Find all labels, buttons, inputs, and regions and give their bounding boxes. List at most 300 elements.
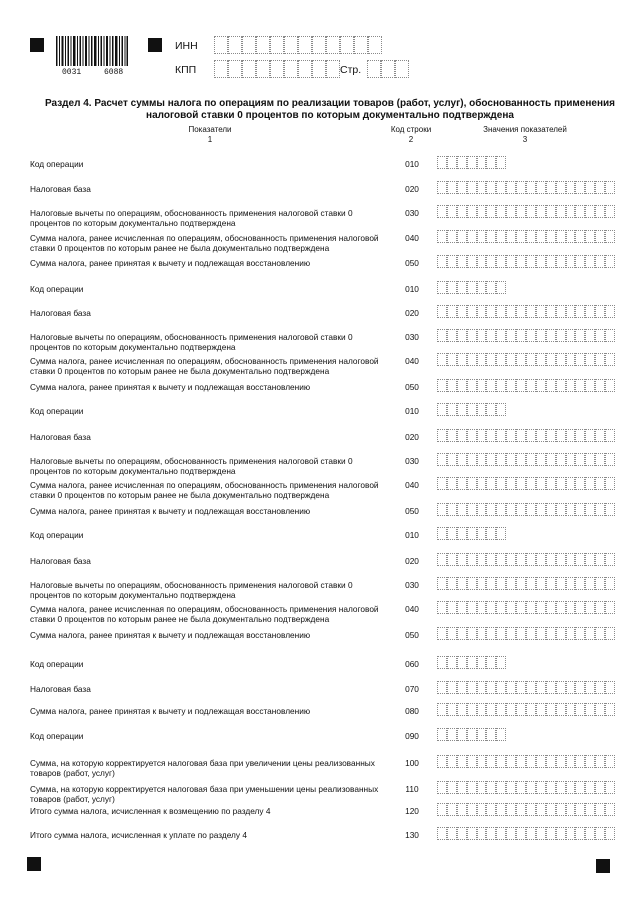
input-cell[interactable] [526,627,536,640]
input-cell[interactable] [546,755,556,768]
input-cell[interactable] [526,577,536,590]
input-cell[interactable] [447,703,457,716]
input-cell[interactable] [526,601,536,614]
input-cell[interactable] [496,156,506,169]
input-cell[interactable] [477,827,487,840]
input-cell[interactable] [575,329,585,342]
input-cell[interactable] [546,477,556,490]
input-cell[interactable] [457,601,467,614]
input-cell[interactable] [298,36,312,54]
input-cell[interactable] [242,36,256,54]
value-field[interactable] [437,503,615,516]
input-cell[interactable] [526,453,536,466]
input-cell[interactable] [457,156,467,169]
input-cell[interactable] [486,703,496,716]
value-field[interactable] [437,305,615,318]
input-cell[interactable] [467,827,477,840]
input-cell[interactable] [585,181,595,194]
input-cell[interactable] [546,255,556,268]
input-cell[interactable] [467,553,477,566]
input-cell[interactable] [546,353,556,366]
input-cell[interactable] [546,205,556,218]
input-cell[interactable] [575,230,585,243]
input-cell[interactable] [536,255,546,268]
input-cell[interactable] [546,429,556,442]
input-cell[interactable] [595,703,605,716]
input-cell[interactable] [467,755,477,768]
input-cell[interactable] [486,681,496,694]
input-cell[interactable] [526,181,536,194]
input-cell[interactable] [486,781,496,794]
input-cell[interactable] [496,503,506,516]
input-cell[interactable] [467,703,477,716]
input-cell[interactable] [457,681,467,694]
input-cell[interactable] [395,60,409,78]
input-cell[interactable] [556,781,566,794]
input-cell[interactable] [516,703,526,716]
input-cell[interactable] [585,205,595,218]
value-field[interactable] [437,453,615,466]
input-cell[interactable] [585,627,595,640]
input-cell[interactable] [516,553,526,566]
input-cell[interactable] [526,353,536,366]
input-cell[interactable] [575,181,585,194]
input-cell[interactable] [605,429,615,442]
input-cell[interactable] [536,553,546,566]
input-cell[interactable] [447,527,457,540]
input-cell[interactable] [526,429,536,442]
input-cell[interactable] [447,681,457,694]
input-cell[interactable] [536,703,546,716]
input-cell[interactable] [595,577,605,590]
input-cell[interactable] [284,60,298,78]
input-cell[interactable] [486,627,496,640]
input-cell[interactable] [516,353,526,366]
input-cell[interactable] [496,656,506,669]
input-cell[interactable] [496,230,506,243]
input-cell[interactable] [477,577,487,590]
input-cell[interactable] [585,453,595,466]
input-cell[interactable] [566,577,576,590]
input-cell[interactable] [486,230,496,243]
input-cell[interactable] [566,379,576,392]
input-cell[interactable] [585,255,595,268]
input-cell[interactable] [595,379,605,392]
input-cell[interactable] [477,703,487,716]
input-cell[interactable] [496,755,506,768]
input-cell[interactable] [447,553,457,566]
input-cell[interactable] [575,601,585,614]
input-cell[interactable] [556,553,566,566]
input-cell[interactable] [506,781,516,794]
input-cell[interactable] [575,627,585,640]
input-cell[interactable] [447,281,457,294]
input-cell[interactable] [516,681,526,694]
input-cell[interactable] [486,453,496,466]
input-cell[interactable] [477,755,487,768]
input-cell[interactable] [457,429,467,442]
input-cell[interactable] [526,205,536,218]
input-cell[interactable] [457,453,467,466]
input-cell[interactable] [437,181,447,194]
input-cell[interactable] [595,601,605,614]
input-cell[interactable] [605,627,615,640]
input-cell[interactable] [605,353,615,366]
input-cell[interactable] [546,577,556,590]
value-field[interactable] [437,803,615,816]
input-cell[interactable] [536,827,546,840]
input-cell[interactable] [437,281,447,294]
input-cell[interactable] [437,305,447,318]
input-cell[interactable] [595,681,605,694]
input-cell[interactable] [457,627,467,640]
input-cell[interactable] [477,453,487,466]
input-cell[interactable] [467,656,477,669]
input-cell[interactable] [605,230,615,243]
input-cell[interactable] [566,181,576,194]
input-cell[interactable] [447,803,457,816]
input-cell[interactable] [496,827,506,840]
input-cell[interactable] [566,453,576,466]
input-cell[interactable] [496,681,506,694]
input-cell[interactable] [546,601,556,614]
input-cell[interactable] [457,728,467,741]
input-cell[interactable] [566,329,576,342]
value-field[interactable] [437,553,615,566]
input-cell[interactable] [605,827,615,840]
input-cell[interactable] [496,403,506,416]
input-cell[interactable] [486,656,496,669]
input-cell[interactable] [546,553,556,566]
value-field[interactable] [437,627,615,640]
input-cell[interactable] [516,453,526,466]
input-cell[interactable] [437,827,447,840]
input-cell[interactable] [214,60,228,78]
input-cell[interactable] [486,755,496,768]
input-cell[interactable] [536,379,546,392]
input-cell[interactable] [536,205,546,218]
input-cell[interactable] [585,477,595,490]
input-cell[interactable] [575,477,585,490]
input-cell[interactable] [536,755,546,768]
input-cell[interactable] [605,503,615,516]
input-cell[interactable] [566,429,576,442]
input-cell[interactable] [437,403,447,416]
input-cell[interactable] [437,230,447,243]
input-cell[interactable] [536,329,546,342]
input-cell[interactable] [447,230,457,243]
input-cell[interactable] [486,429,496,442]
input-cell[interactable] [556,577,566,590]
input-cell[interactable] [605,453,615,466]
input-cell[interactable] [556,827,566,840]
input-cell[interactable] [496,281,506,294]
input-cell[interactable] [467,305,477,318]
input-cell[interactable] [486,379,496,392]
input-cell[interactable] [477,305,487,318]
input-cell[interactable] [486,803,496,816]
input-cell[interactable] [566,230,576,243]
input-cell[interactable] [437,703,447,716]
input-cell[interactable] [536,181,546,194]
input-cell[interactable] [467,627,477,640]
input-cell[interactable] [496,803,506,816]
input-cell[interactable] [437,453,447,466]
input-cell[interactable] [526,379,536,392]
input-cell[interactable] [496,527,506,540]
input-cell[interactable] [340,36,354,54]
input-cell[interactable] [536,781,546,794]
input-cell[interactable] [556,703,566,716]
input-cell[interactable] [516,827,526,840]
input-cell[interactable] [457,553,467,566]
input-cell[interactable] [496,577,506,590]
input-cell[interactable] [457,577,467,590]
input-cell[interactable] [437,503,447,516]
input-cell[interactable] [536,503,546,516]
input-cell[interactable] [447,305,457,318]
input-cell[interactable] [605,305,615,318]
input-cell[interactable] [467,728,477,741]
input-cell[interactable] [447,627,457,640]
input-cell[interactable] [437,728,447,741]
input-cell[interactable] [585,429,595,442]
input-cell[interactable] [496,477,506,490]
input-cell[interactable] [312,60,326,78]
input-cell[interactable] [516,755,526,768]
input-cell[interactable] [496,601,506,614]
input-cell[interactable] [546,827,556,840]
input-cell[interactable] [575,205,585,218]
input-cell[interactable] [556,305,566,318]
input-cell[interactable] [437,379,447,392]
value-field[interactable] [437,230,615,243]
input-cell[interactable] [447,755,457,768]
value-field[interactable] [437,781,615,794]
input-cell[interactable] [605,703,615,716]
operation-code-field[interactable] [437,403,506,416]
input-cell[interactable] [496,205,506,218]
input-cell[interactable] [477,728,487,741]
input-cell[interactable] [566,755,576,768]
input-cell[interactable] [477,379,487,392]
input-cell[interactable] [486,503,496,516]
input-cell[interactable] [546,305,556,318]
input-cell[interactable] [536,353,546,366]
input-cell[interactable] [575,681,585,694]
input-cell[interactable] [595,453,605,466]
input-cell[interactable] [556,329,566,342]
input-cell[interactable] [566,205,576,218]
input-cell[interactable] [447,181,457,194]
input-cell[interactable] [585,577,595,590]
input-cell[interactable] [447,329,457,342]
input-cell[interactable] [242,60,256,78]
input-cell[interactable] [312,36,326,54]
input-cell[interactable] [605,803,615,816]
input-cell[interactable] [496,305,506,318]
input-cell[interactable] [536,305,546,318]
input-cell[interactable] [447,353,457,366]
input-cell[interactable] [575,577,585,590]
input-cell[interactable] [516,255,526,268]
input-cell[interactable] [437,681,447,694]
input-cell[interactable] [605,755,615,768]
input-cell[interactable] [467,503,477,516]
input-cell[interactable] [575,453,585,466]
input-cell[interactable] [556,803,566,816]
input-cell[interactable] [506,477,516,490]
value-field[interactable] [437,181,615,194]
input-cell[interactable] [486,305,496,318]
input-cell[interactable] [595,305,605,318]
input-cell[interactable] [605,329,615,342]
input-cell[interactable] [605,181,615,194]
input-cell[interactable] [566,353,576,366]
input-cell[interactable] [214,36,228,54]
input-cell[interactable] [477,477,487,490]
input-cell[interactable] [256,36,270,54]
input-cell[interactable] [506,353,516,366]
input-cell[interactable] [566,477,576,490]
input-cell[interactable] [447,827,457,840]
input-cell[interactable] [595,429,605,442]
input-cell[interactable] [326,60,340,78]
input-cell[interactable] [486,281,496,294]
input-cell[interactable] [605,577,615,590]
input-cell[interactable] [566,601,576,614]
input-cell[interactable] [585,353,595,366]
input-cell[interactable] [556,453,566,466]
input-cell[interactable] [536,627,546,640]
input-cell[interactable] [437,255,447,268]
input-cell[interactable] [526,329,536,342]
input-cell[interactable] [566,503,576,516]
input-cell[interactable] [486,329,496,342]
input-cell[interactable] [437,553,447,566]
input-cell[interactable] [437,329,447,342]
input-cell[interactable] [556,503,566,516]
input-cell[interactable] [595,477,605,490]
input-cell[interactable] [536,681,546,694]
input-cell[interactable] [467,577,477,590]
input-cell[interactable] [526,503,536,516]
input-cell[interactable] [575,353,585,366]
input-cell[interactable] [516,781,526,794]
input-cell[interactable] [536,577,546,590]
input-cell[interactable] [585,703,595,716]
input-cell[interactable] [467,803,477,816]
input-cell[interactable] [566,703,576,716]
input-cell[interactable] [437,781,447,794]
input-cell[interactable] [457,379,467,392]
input-cell[interactable] [605,781,615,794]
input-cell[interactable] [477,656,487,669]
input-cell[interactable] [595,230,605,243]
input-cell[interactable] [496,379,506,392]
input-cell[interactable] [556,755,566,768]
input-cell[interactable] [477,553,487,566]
input-cell[interactable] [496,703,506,716]
input-cell[interactable] [575,305,585,318]
input-cell[interactable] [447,601,457,614]
input-cell[interactable] [575,429,585,442]
input-cell[interactable] [526,681,536,694]
value-field[interactable] [437,601,615,614]
input-cell[interactable] [496,429,506,442]
input-cell[interactable] [457,503,467,516]
input-cell[interactable] [457,403,467,416]
input-cell[interactable] [496,181,506,194]
input-cell[interactable] [506,803,516,816]
input-cell[interactable] [595,827,605,840]
input-cell[interactable] [595,553,605,566]
input-cell[interactable] [486,601,496,614]
input-cell[interactable] [486,577,496,590]
input-cell[interactable] [526,827,536,840]
input-cell[interactable] [437,755,447,768]
input-cell[interactable] [516,329,526,342]
input-cell[interactable] [516,230,526,243]
input-cell[interactable] [467,429,477,442]
input-cell[interactable] [506,429,516,442]
input-cell[interactable] [477,205,487,218]
input-cell[interactable] [546,329,556,342]
input-cell[interactable] [506,577,516,590]
input-cell[interactable] [506,703,516,716]
input-cell[interactable] [595,255,605,268]
input-cell[interactable] [447,403,457,416]
input-cell[interactable] [437,527,447,540]
input-cell[interactable] [467,329,477,342]
input-cell[interactable] [467,781,477,794]
input-cell[interactable] [270,60,284,78]
input-cell[interactable] [457,803,467,816]
input-cell[interactable] [486,403,496,416]
input-cell[interactable] [228,60,242,78]
input-cell[interactable] [486,553,496,566]
input-cell[interactable] [506,181,516,194]
input-cell[interactable] [496,627,506,640]
input-cell[interactable] [575,827,585,840]
operation-code-field[interactable] [437,728,506,741]
input-cell[interactable] [467,281,477,294]
input-cell[interactable] [546,803,556,816]
input-cell[interactable] [595,503,605,516]
input-cell[interactable] [447,503,457,516]
input-cell[interactable] [585,781,595,794]
input-cell[interactable] [467,403,477,416]
input-cell[interactable] [354,36,368,54]
input-cell[interactable] [467,453,477,466]
input-cell[interactable] [457,205,467,218]
input-cell[interactable] [546,627,556,640]
input-cell[interactable] [516,627,526,640]
input-cell[interactable] [496,329,506,342]
input-cell[interactable] [467,230,477,243]
page-number-field[interactable] [367,60,409,78]
input-cell[interactable] [477,627,487,640]
input-cell[interactable] [556,205,566,218]
input-cell[interactable] [526,477,536,490]
input-cell[interactable] [437,627,447,640]
input-cell[interactable] [595,627,605,640]
input-cell[interactable] [457,755,467,768]
input-cell[interactable] [496,353,506,366]
input-cell[interactable] [575,803,585,816]
input-cell[interactable] [284,36,298,54]
input-cell[interactable] [477,429,487,442]
